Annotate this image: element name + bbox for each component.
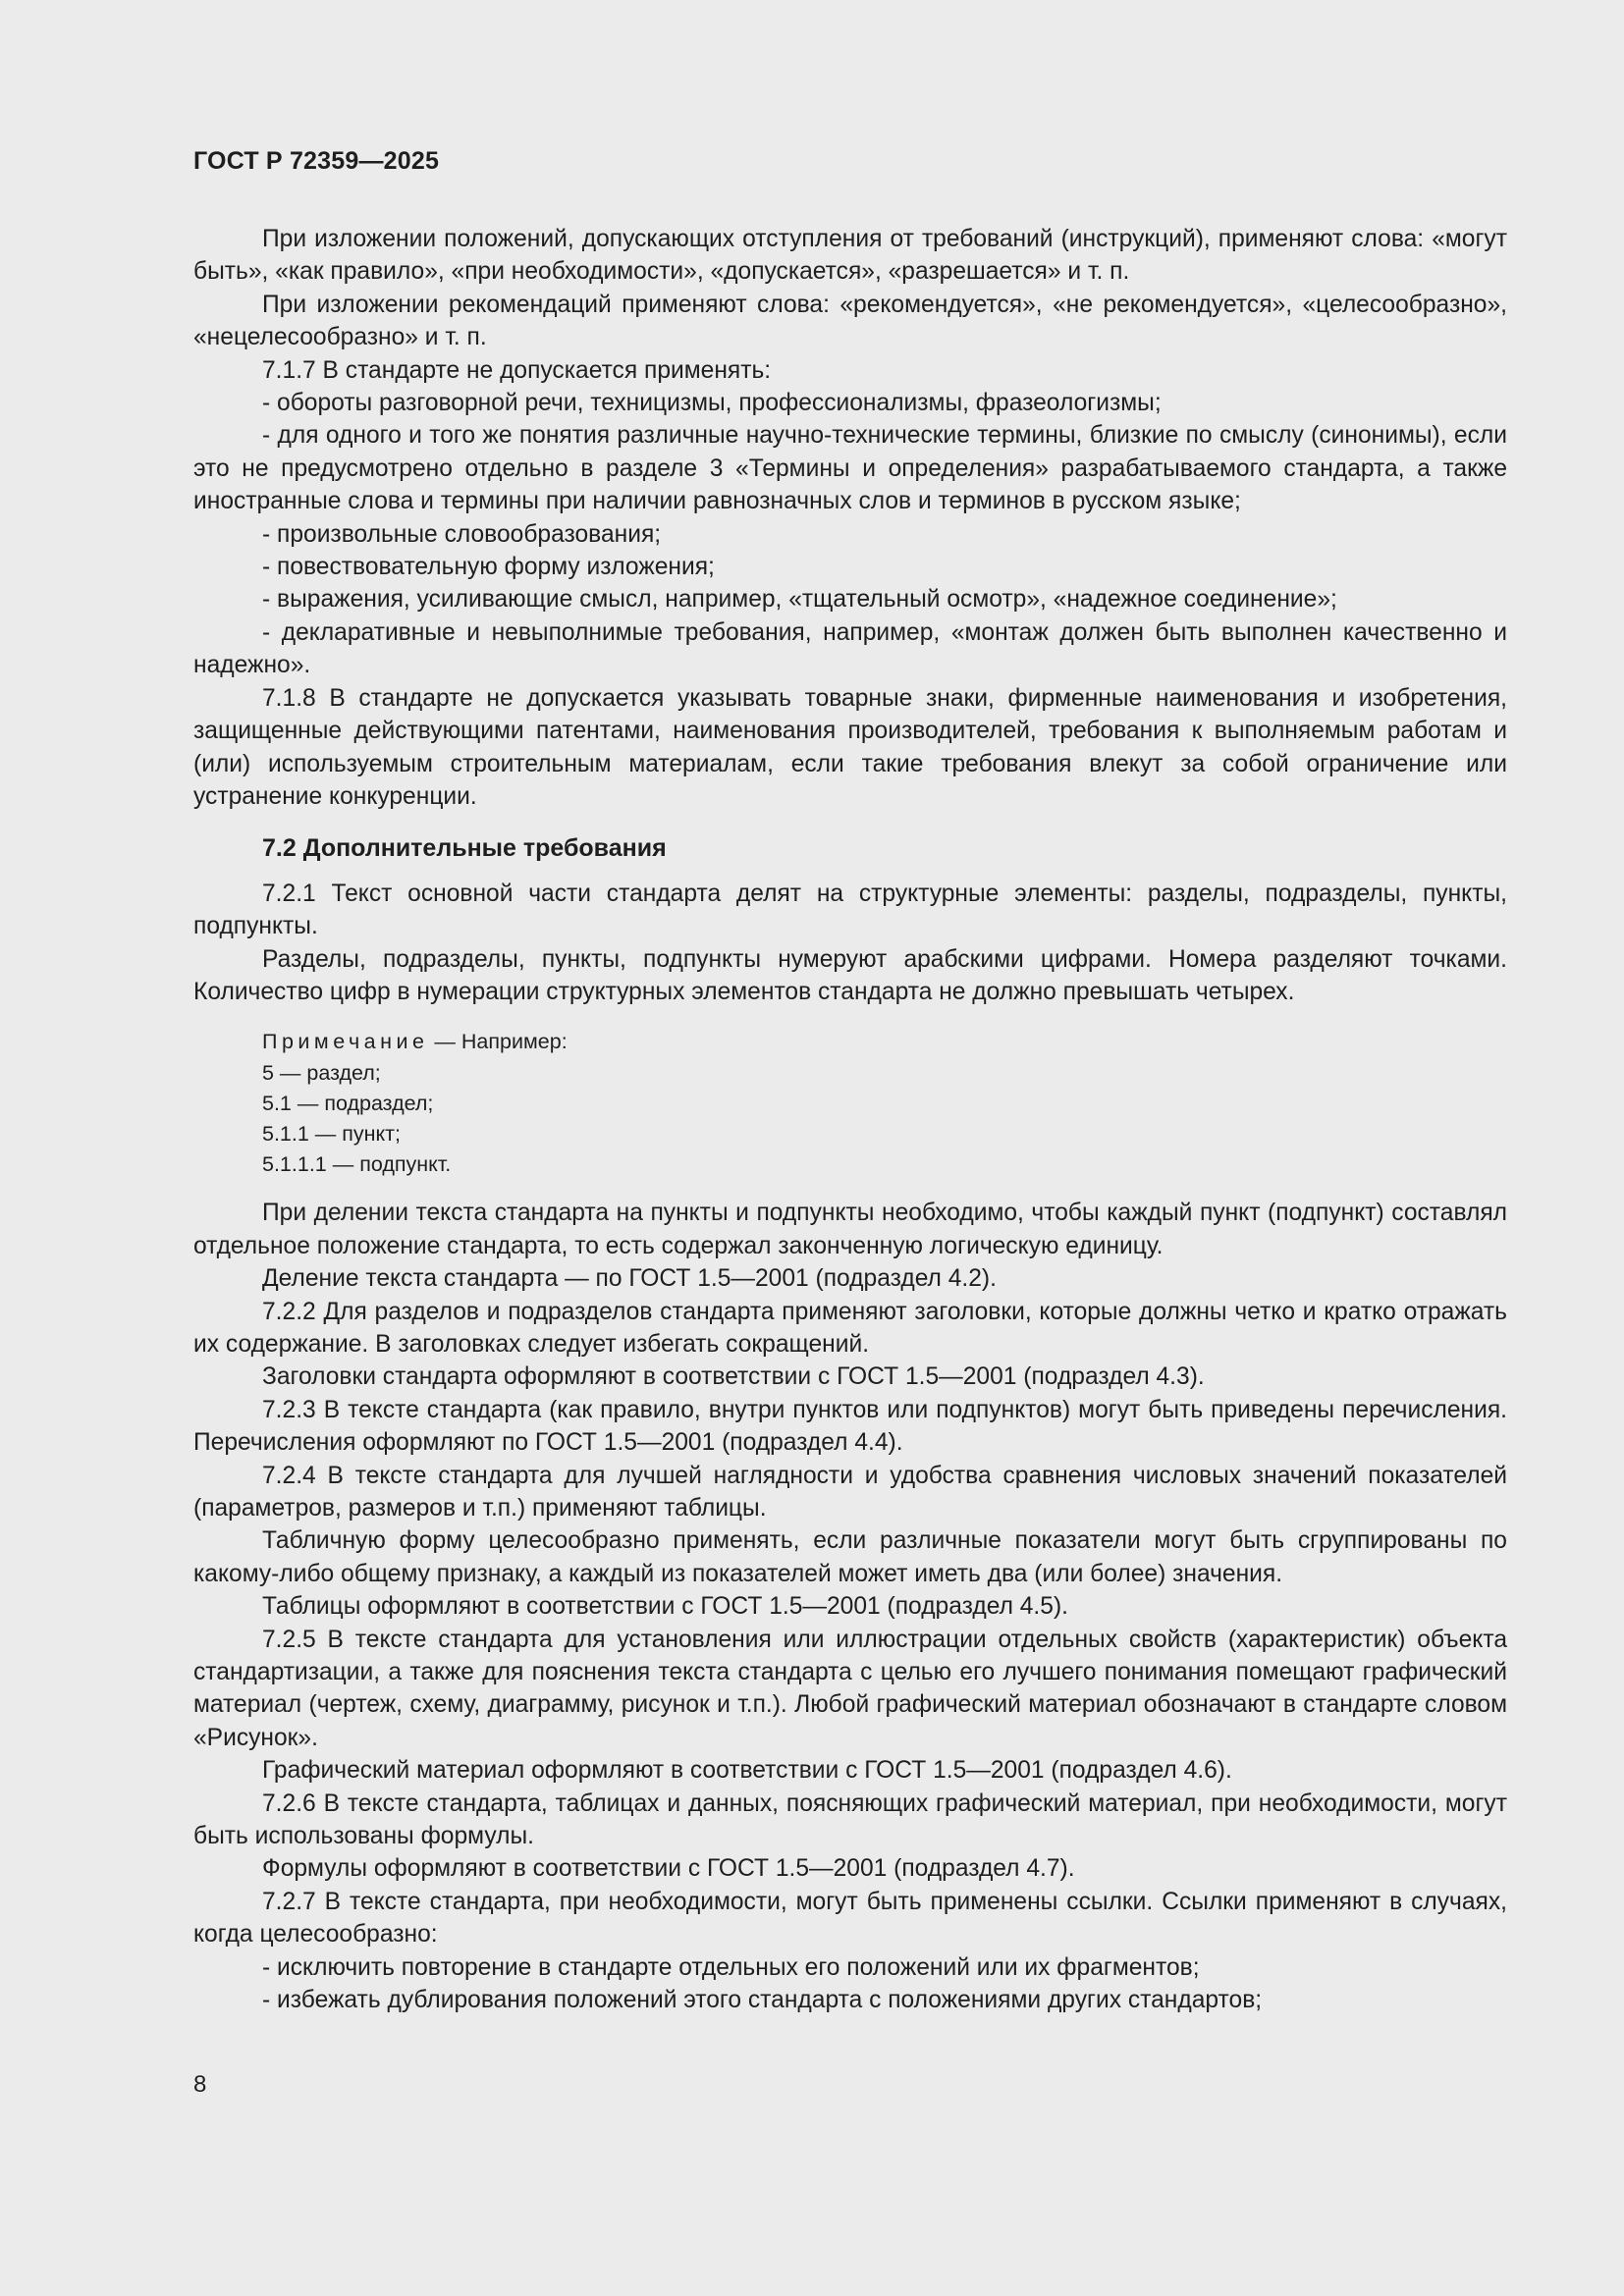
list-item: - декларативные и невыполнимые требования, например, «монтаж должен быть выполнен качественно и надежно». [193, 618, 1507, 679]
paragraph: Деление текста стандарта — по ГОСТ 1.5—2001 (подраздел 4.2). [262, 1265, 997, 1293]
note-line: 5.1 — подраздел; [262, 1091, 434, 1115]
paragraph: Таблицы оформляют в соответствии с ГОСТ 1.5—2001 (подраздел 4.5). [262, 1593, 1068, 1621]
clause-7-2-7: 7.2.7 В тексте стандарта, при необходимости, могут быть применены ссылки. Ссылки применяют в случаях, когда целесообразно: [193, 1888, 1507, 1949]
clause-7-2-5: 7.2.5 В тексте стандарта для установления или иллюстрации отдельных свойств (характеристик) объекта стандартизации, а также для пояснения текста стандарта с целью его лучшего понимания помещают графический материал (чертеж, схему, диаграмму, рисунок и т.п.). Любой графический материал обозначают в стандарте словом «Рисунок». [193, 1626, 1507, 1751]
document-header: ГОСТ Р 72359—2025 [193, 147, 440, 175]
clause-7-2-3: 7.2.3 В тексте стандарта (как правило, внутри пунктов или подпунктов) могут быть приведены перечисления. Перечисления оформляют по ГОСТ 1.5—2001 (подраздел 4.4). [193, 1396, 1507, 1457]
list-item: - произвольные словообразования; [262, 520, 662, 548]
section-heading: 7.2 Дополнительные требования [262, 834, 667, 863]
clause-7-1-8: 7.1.8 В стандарте не допускается указывать товарные знаки, фирменные наименования и изобретения, защищенные действующими патентами, наименования производителей, требования к выполняемым работам и (или) используемым строительным материалам, если такие требования влекут за собой ограничение или устранение конкуренции. [193, 684, 1507, 810]
note-line: 5.1.1 — пункт; [262, 1121, 401, 1146]
paragraph: Графический материал оформляют в соответствии с ГОСТ 1.5—2001 (подраздел 4.6). [262, 1757, 1232, 1785]
clause-7-2-6: 7.2.6 В тексте стандарта, таблицах и данных, поясняющих графический материал, при необходимости, могут быть использованы формулы. [193, 1789, 1507, 1850]
list-item: - для одного и того же понятия различные научно-технические термины, близкие по смыслу (синонимы), если это не предусмотрено отдельно в разделе 3 «Термины и определения» разрабатываемого стандарта, а также иностранные слова и термины при наличии равнозначных слов и терминов в русском языке; [193, 422, 1507, 515]
paragraph: При изложении рекомендаций применяют слова: «рекомендуется», «не рекомендуется», «целесообразно», «нецелесообразно» и т. п. [193, 291, 1507, 351]
clause-7-2-1: 7.2.1 Текст основной части стандарта делят на структурные элементы: разделы, подразделы, пункты, подпункты. [193, 880, 1507, 940]
clause-7-2-4: 7.2.4 В тексте стандарта для лучшей наглядности и удобства сравнения числовых значений показателей (параметров, размеров и т.п.) применяют таблицы. [193, 1462, 1507, 1522]
note-label: Примечание [262, 1030, 429, 1054]
list-item: - исключить повторение в стандарте отдельных его положений или их фрагментов; [262, 1953, 1200, 1981]
note-line: 5 — раздел; [262, 1060, 381, 1085]
paragraph: Заголовки стандарта оформляют в соответствии с ГОСТ 1.5—2001 (подраздел 4.3). [262, 1363, 1205, 1391]
note-heading [262, 1027, 1507, 1057]
paragraph: При изложении положений, допускающих отступления от требований (инструкций), применяют слова: «могут быть», «как правило», «при необходимости», «допускается», «разрешается» и т. п. [193, 226, 1507, 286]
list-item: - обороты разговорной речи, техницизмы, профессионализмы, фразеологизмы; [262, 390, 1162, 417]
note-line: 5.1.1.1 — подпункт. [262, 1152, 452, 1177]
note-lead: — Например: [428, 1030, 568, 1054]
paragraph: Разделы, подразделы, пункты, подпункты нумеруют арабскими цифрами. Номера разделяют точками. Количество цифр в нумерации структурных элементов стандарта не должно превышать четырех. [193, 945, 1507, 1005]
paragraph: Табличную форму целесообразно применять, если различные показатели могут быть сгруппированы по какому-либо общему признаку, а каждый из показателей может иметь два (или более) значения. [193, 1527, 1507, 1587]
page-number: 8 [193, 2071, 207, 2098]
paragraph: Формулы оформляют в соответствии с ГОСТ 1.5—2001 (подраздел 4.7). [262, 1855, 1075, 1883]
list-item: - повествовательную форму изложения; [262, 554, 715, 581]
paragraph: При делении текста стандарта на пункты и подпункты необходимо, чтобы каждый пункт (подпункт) составлял отдельное положение стандарта, то есть содержал законченную логическую единицу. [193, 1200, 1507, 1259]
note-block [193, 1027, 1507, 1180]
document-body [193, 223, 1507, 2017]
list-item: - выражения, усиливающие смысл, например, «тщательный осмотр», «надежное соединение»; [262, 586, 1337, 614]
clause-7-1-7: 7.1.7 В стандарте не допускается применять: [262, 356, 772, 384]
clause-7-2-2: 7.2.2 Для разделов и подразделов стандарта применяют заголовки, которые должны четко и кратко отражать их содержание. В заголовках следует избегать сокращений. [193, 1298, 1507, 1358]
list-item: - избежать дублирования положений этого стандарта с положениями других стандартов; [262, 1987, 1263, 2014]
